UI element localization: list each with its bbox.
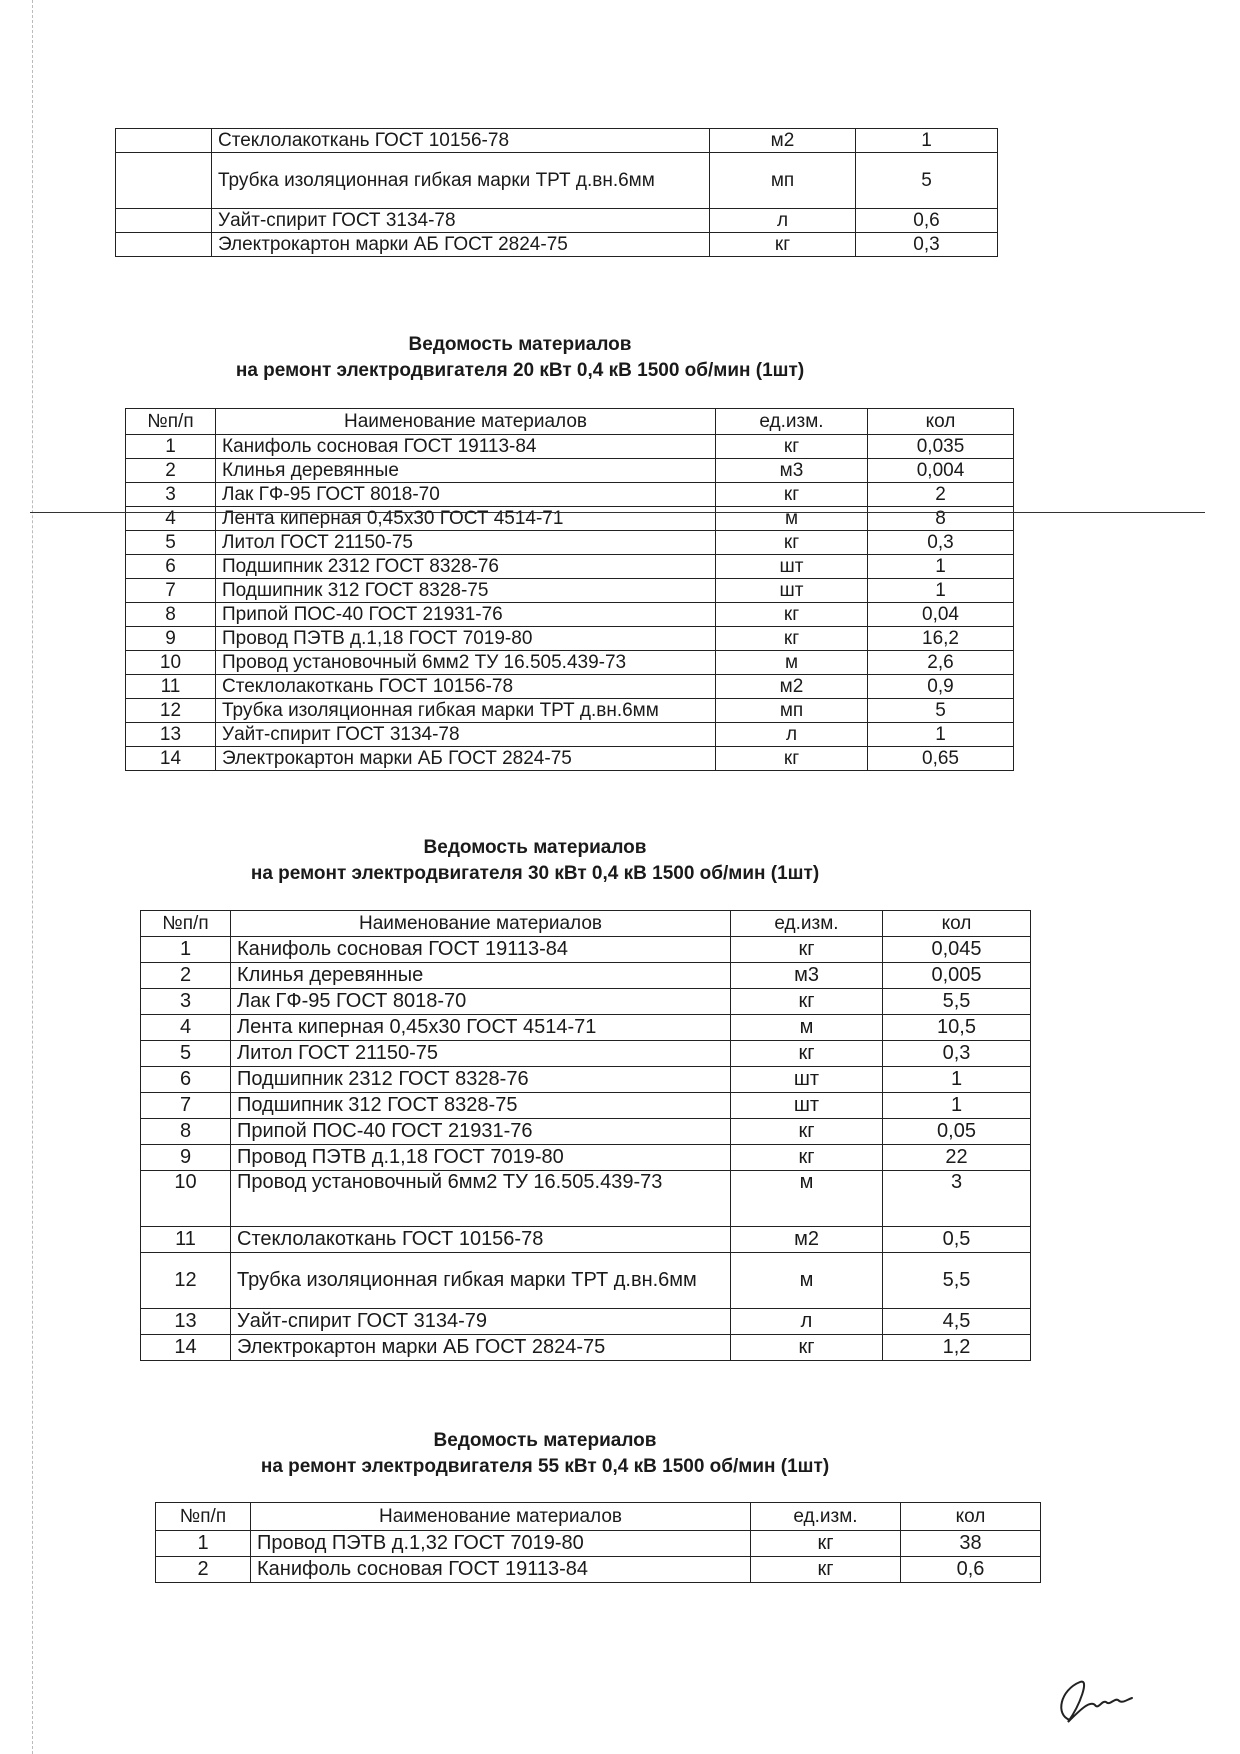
section-55-heading [145, 1428, 945, 1479]
table-row [126, 627, 1014, 651]
row-number: 11 [126, 675, 216, 699]
table-header-row [126, 409, 1014, 435]
material-unit: шт [716, 555, 868, 579]
row-number: 7 [126, 579, 216, 603]
header-qty: кол [868, 409, 1014, 435]
materials-table-continued [115, 128, 998, 257]
table-row [116, 233, 998, 257]
row-number: 11 [141, 1227, 231, 1253]
material-unit: шт [731, 1067, 883, 1093]
header-name: Наименование материалов [231, 911, 731, 937]
row-number: 9 [126, 627, 216, 651]
table-row [116, 129, 998, 153]
row-number: 13 [141, 1309, 231, 1335]
material-qty: 1,2 [883, 1335, 1031, 1361]
row-number: 14 [126, 747, 216, 771]
row-number: 8 [141, 1119, 231, 1145]
material-qty: 1 [883, 1093, 1031, 1119]
row-number [116, 153, 212, 209]
material-name: Литол ГОСТ 21150-75 [231, 1041, 731, 1067]
material-name: Клинья деревянные [216, 459, 716, 483]
material-name: Трубка изоляционная гибкая марки ТРТ д.вн.6мм [212, 153, 710, 209]
table-row [141, 1253, 1031, 1309]
material-unit: кг [716, 483, 868, 507]
material-unit: м [731, 1171, 883, 1227]
section-subtitle: на ремонт электродвигателя 20 кВт 0,4 кВ 1500 об/мин (1шт) [235, 359, 805, 381]
material-qty: 0,6 [856, 209, 998, 233]
header-number: №п/п [141, 911, 231, 937]
material-unit: кг [751, 1557, 901, 1583]
row-number: 8 [126, 603, 216, 627]
material-qty: 38 [901, 1531, 1041, 1557]
row-number: 5 [126, 531, 216, 555]
material-name: Литол ГОСТ 21150-75 [216, 531, 716, 555]
material-qty: 1 [883, 1067, 1031, 1093]
material-qty: 0,05 [883, 1119, 1031, 1145]
table-row [126, 483, 1014, 507]
material-name: Лента киперная 0,45х30 ГОСТ 4514-71 [231, 1015, 731, 1041]
material-unit: кг [731, 1145, 883, 1171]
table-row [126, 579, 1014, 603]
table-row [141, 963, 1031, 989]
material-qty: 0,3 [856, 233, 998, 257]
header-name: Наименование материалов [216, 409, 716, 435]
material-name: Подшипник 2312 ГОСТ 8328-76 [216, 555, 716, 579]
material-unit: кг [716, 435, 868, 459]
table-row [126, 699, 1014, 723]
row-number: 13 [126, 723, 216, 747]
row-number: 2 [126, 459, 216, 483]
material-unit: мп [716, 699, 868, 723]
table-row [126, 555, 1014, 579]
table-row [126, 675, 1014, 699]
row-number: 10 [126, 651, 216, 675]
row-number: 6 [126, 555, 216, 579]
table-row [141, 1335, 1031, 1361]
material-name: Стеклолакоткань ГОСТ 10156-78 [231, 1227, 731, 1253]
row-number [116, 209, 212, 233]
material-name: Уайт-спирит ГОСТ 3134-78 [212, 209, 710, 233]
material-name: Припой ПОС-40 ГОСТ 21931-76 [216, 603, 716, 627]
material-name: Лента киперная 0,45х30 ГОСТ 4514-71 [216, 507, 716, 531]
row-number: 1 [156, 1531, 251, 1557]
material-qty: 5 [868, 699, 1014, 723]
material-name: Электрокартон марки АБ ГОСТ 2824-75 [231, 1335, 731, 1361]
material-unit: м3 [716, 459, 868, 483]
material-qty: 2 [868, 483, 1014, 507]
material-unit: кг [731, 937, 883, 963]
table-row [141, 1067, 1031, 1093]
material-unit: л [710, 209, 856, 233]
material-qty: 5,5 [883, 989, 1031, 1015]
table-row [141, 1171, 1031, 1227]
table-header-row [141, 911, 1031, 937]
row-number: 10 [141, 1171, 231, 1227]
row-number [116, 233, 212, 257]
material-qty: 0,3 [868, 531, 1014, 555]
table-row [126, 507, 1014, 531]
row-number: 12 [126, 699, 216, 723]
material-qty: 16,2 [868, 627, 1014, 651]
material-name: Провод установочный 6мм2 ТУ 16.505.439-73 [216, 651, 716, 675]
section-30-heading [135, 835, 935, 886]
material-unit: кг [751, 1531, 901, 1557]
row-number: 2 [141, 963, 231, 989]
section-title: Ведомость материалов [423, 837, 647, 858]
table-header-row [156, 1503, 1041, 1531]
section-title: Ведомость материалов [433, 1430, 657, 1451]
material-name: Стеклолакоткань ГОСТ 10156-78 [216, 675, 716, 699]
row-number: 2 [156, 1557, 251, 1583]
material-name: Подшипник 2312 ГОСТ 8328-76 [231, 1067, 731, 1093]
row-number: 5 [141, 1041, 231, 1067]
material-name: Трубка изоляционная гибкая марки ТРТ д.вн.6мм [231, 1253, 731, 1309]
row-number: 7 [141, 1093, 231, 1119]
material-qty: 0,04 [868, 603, 1014, 627]
row-number: 1 [141, 937, 231, 963]
table-row [141, 1309, 1031, 1335]
signature [1050, 1660, 1140, 1730]
table-row [141, 989, 1031, 1015]
scan-artifact-line [30, 512, 1205, 513]
material-qty: 0,3 [883, 1041, 1031, 1067]
material-name: Канифоль сосновая ГОСТ 19113-84 [231, 937, 731, 963]
material-unit: м [716, 651, 868, 675]
header-name: Наименование материалов [251, 1503, 751, 1531]
material-name: Провод установочный 6мм2 ТУ 16.505.439-73 [231, 1171, 731, 1227]
material-unit: кг [731, 989, 883, 1015]
material-qty: 0,5 [883, 1227, 1031, 1253]
material-unit: мп [710, 153, 856, 209]
table-row [116, 209, 998, 233]
material-unit: м [731, 1253, 883, 1309]
material-name: Клинья деревянные [231, 963, 731, 989]
material-qty: 3 [883, 1171, 1031, 1227]
header-qty: кол [901, 1503, 1041, 1531]
table-row [141, 937, 1031, 963]
material-unit: м [716, 507, 868, 531]
material-qty: 0,005 [883, 963, 1031, 989]
material-name: Провод ПЭТВ д.1,18 ГОСТ 7019-80 [231, 1145, 731, 1171]
material-unit: м2 [731, 1227, 883, 1253]
materials-table-55kw [155, 1502, 1041, 1583]
material-qty: 8 [868, 507, 1014, 531]
table-row [126, 651, 1014, 675]
material-qty: 5 [856, 153, 998, 209]
material-name: Электрокартон марки АБ ГОСТ 2824-75 [212, 233, 710, 257]
header-qty: кол [883, 911, 1031, 937]
material-name: Провод ПЭТВ д.1,32 ГОСТ 7019-80 [251, 1531, 751, 1557]
material-unit: кг [731, 1335, 883, 1361]
material-name: Трубка изоляционная гибкая марки ТРТ д.вн.6мм [216, 699, 716, 723]
material-qty: 5,5 [883, 1253, 1031, 1309]
material-unit: кг [731, 1119, 883, 1145]
table-row [126, 435, 1014, 459]
row-number: 14 [141, 1335, 231, 1361]
material-qty: 1 [868, 723, 1014, 747]
table-row [126, 459, 1014, 483]
table-row [126, 603, 1014, 627]
table-row [141, 1119, 1031, 1145]
material-name: Лак ГФ-95 ГОСТ 8018-70 [231, 989, 731, 1015]
table-row [156, 1557, 1041, 1583]
material-qty: 1 [856, 129, 998, 153]
material-name: Уайт-спирит ГОСТ 3134-79 [231, 1309, 731, 1335]
material-qty: 0,035 [868, 435, 1014, 459]
materials-table-20kw [125, 408, 1014, 771]
material-qty: 0,045 [883, 937, 1031, 963]
row-number: 4 [126, 507, 216, 531]
material-qty: 2,6 [868, 651, 1014, 675]
header-number: №п/п [156, 1503, 251, 1531]
material-name: Электрокартон марки АБ ГОСТ 2824-75 [216, 747, 716, 771]
material-name: Подшипник 312 ГОСТ 8328-75 [216, 579, 716, 603]
material-unit: м [731, 1015, 883, 1041]
section-subtitle: на ремонт электродвигателя 55 кВт 0,4 кВ 1500 об/мин (1шт) [260, 1455, 830, 1477]
material-unit: л [731, 1309, 883, 1335]
header-unit: ед.изм. [731, 911, 883, 937]
material-qty: 0,6 [901, 1557, 1041, 1583]
material-unit: кг [716, 531, 868, 555]
material-unit: кг [716, 627, 868, 651]
row-number: 3 [126, 483, 216, 507]
material-qty: 1 [868, 555, 1014, 579]
table-row [141, 1145, 1031, 1171]
section-20-heading [120, 332, 920, 383]
row-number: 6 [141, 1067, 231, 1093]
material-unit: кг [731, 1041, 883, 1067]
material-unit: кг [716, 603, 868, 627]
material-name: Уайт-спирит ГОСТ 3134-78 [216, 723, 716, 747]
material-qty: 1 [868, 579, 1014, 603]
material-name: Стеклолакоткань ГОСТ 10156-78 [212, 129, 710, 153]
material-name: Подшипник 312 ГОСТ 8328-75 [231, 1093, 731, 1119]
row-number: 1 [126, 435, 216, 459]
header-number: №п/п [126, 409, 216, 435]
table-row [116, 153, 998, 209]
table-row [141, 1015, 1031, 1041]
table-row [126, 531, 1014, 555]
material-name: Лак ГФ-95 ГОСТ 8018-70 [216, 483, 716, 507]
row-number: 4 [141, 1015, 231, 1041]
header-unit: ед.изм. [751, 1503, 901, 1531]
material-qty: 0,004 [868, 459, 1014, 483]
section-subtitle: на ремонт электродвигателя 30 кВт 0,4 кВ 1500 об/мин (1шт) [250, 862, 820, 884]
row-number: 3 [141, 989, 231, 1015]
material-qty: 0,65 [868, 747, 1014, 771]
row-number [116, 129, 212, 153]
section-title: Ведомость материалов [408, 334, 632, 355]
row-number: 12 [141, 1253, 231, 1309]
material-unit: м2 [710, 129, 856, 153]
material-name: Канифоль сосновая ГОСТ 19113-84 [216, 435, 716, 459]
material-unit: кг [716, 747, 868, 771]
material-unit: шт [716, 579, 868, 603]
scan-margin-line [32, 0, 33, 1754]
material-name: Канифоль сосновая ГОСТ 19113-84 [251, 1557, 751, 1583]
material-qty: 4,5 [883, 1309, 1031, 1335]
material-name: Припой ПОС-40 ГОСТ 21931-76 [231, 1119, 731, 1145]
material-unit: кг [710, 233, 856, 257]
table-row [126, 723, 1014, 747]
material-qty: 10,5 [883, 1015, 1031, 1041]
materials-table-30kw [140, 910, 1031, 1361]
material-qty: 22 [883, 1145, 1031, 1171]
material-unit: м2 [716, 675, 868, 699]
material-qty: 0,9 [868, 675, 1014, 699]
header-unit: ед.изм. [716, 409, 868, 435]
table-row [141, 1093, 1031, 1119]
material-unit: шт [731, 1093, 883, 1119]
table-row [126, 747, 1014, 771]
table-row [141, 1227, 1031, 1253]
table-row [141, 1041, 1031, 1067]
material-unit: м3 [731, 963, 883, 989]
material-name: Провод ПЭТВ д.1,18 ГОСТ 7019-80 [216, 627, 716, 651]
material-unit: л [716, 723, 868, 747]
table-row [156, 1531, 1041, 1557]
row-number: 9 [141, 1145, 231, 1171]
